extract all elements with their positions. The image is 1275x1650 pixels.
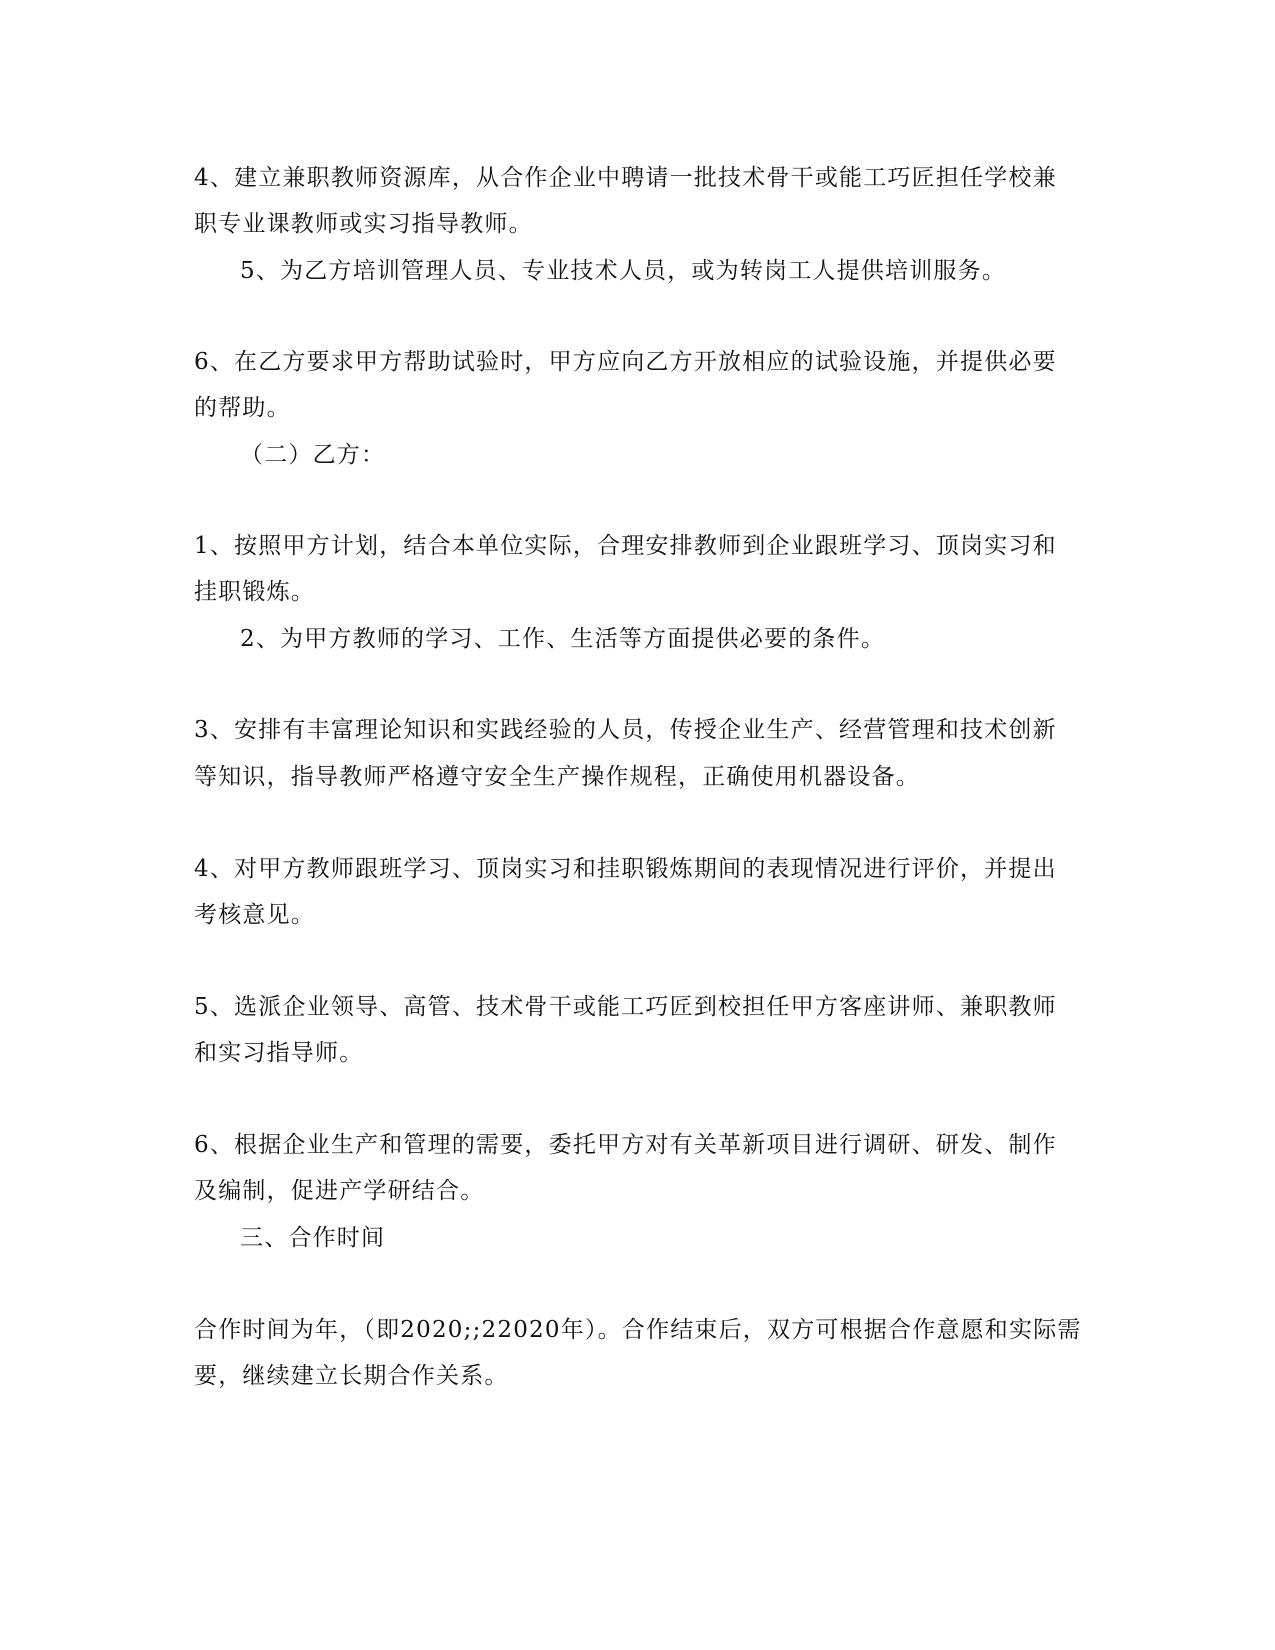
paragraph-line: 6、在乙方要求甲方帮助试验时，甲方应向乙方开放相应的试验设施，并提供必要 bbox=[194, 349, 1057, 375]
paragraph-line: 职专业课教师或实习指导教师。 bbox=[194, 211, 533, 237]
paragraph-line: 等知识，指导教师严格遵守安全生产操作规程，正确使用机器设备。 bbox=[194, 764, 920, 790]
paragraph-line: 6、根据企业生产和管理的需要，委托甲方对有关革新项目进行调研、研发、制作 bbox=[194, 1132, 1057, 1158]
paragraph-line: 2、为甲方教师的学习、工作、生活等方面提供必要的条件。 bbox=[240, 626, 886, 652]
paragraph-line: 考核意见。 bbox=[194, 902, 315, 928]
paragraph-line: 4、建立兼职教师资源库，从合作企业中聘请一批技术骨干或能工巧匠担任学校兼 bbox=[194, 165, 1057, 191]
paragraph-line: 挂职锻炼。 bbox=[194, 579, 315, 605]
section-heading: （二）乙方： bbox=[240, 442, 386, 468]
section-heading: 三、合作时间 bbox=[240, 1225, 386, 1251]
paragraph-line: 和实习指导师。 bbox=[194, 1040, 364, 1066]
paragraph-line: 要，继续建立长期合作关系。 bbox=[194, 1363, 509, 1389]
paragraph-line: 5、为乙方培训管理人员、专业技术人员，或为转岗工人提供培训服务。 bbox=[240, 258, 1007, 284]
paragraph-line: 5、选派企业领导、高管、技术骨干或能工巧匠到校担任甲方客座讲师、兼职教师 bbox=[194, 994, 1057, 1020]
paragraph-line: 及编制，促进产学研结合。 bbox=[194, 1178, 485, 1204]
paragraph-line: 的帮助。 bbox=[194, 395, 291, 421]
paragraph-line: 3、安排有丰富理论知识和实践经验的人员，传授企业生产、经营管理和技术创新 bbox=[194, 717, 1057, 743]
paragraph-line: 4、对甲方教师跟班学习、顶岗实习和挂职锻炼期间的表现情况进行评价，并提出 bbox=[194, 856, 1057, 882]
paragraph-line: 1、按照甲方计划，结合本单位实际，合理安排教师到企业跟班学习、顶岗实习和 bbox=[194, 533, 1057, 559]
paragraph-line: 合作时间为年，（即2020;;22020年）。合作结束后，双方可根据合作意愿和实际需 bbox=[194, 1317, 1082, 1343]
